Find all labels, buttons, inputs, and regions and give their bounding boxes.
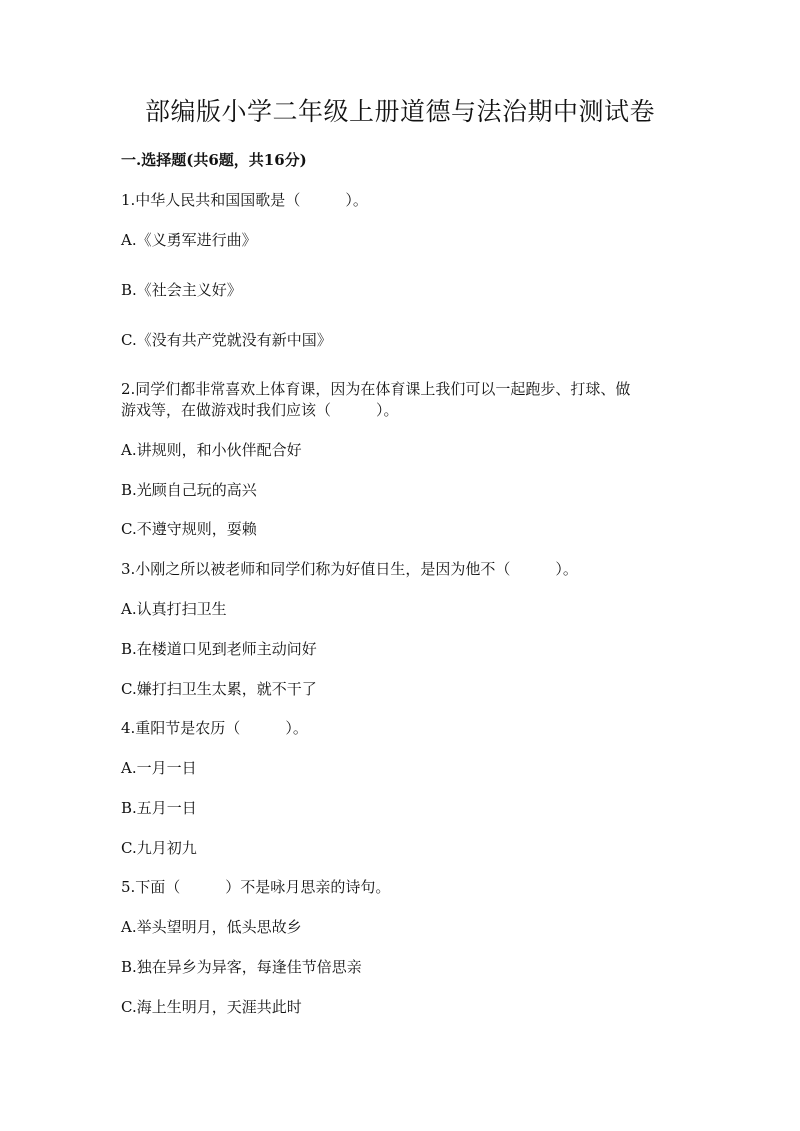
question-5-option-c: C.海上生明月，天涯共此时 — [121, 998, 302, 1016]
question-4-option-a: A.一月一日 — [121, 759, 197, 777]
question-4-option-c: C.九月初九 — [121, 839, 197, 857]
question-1-option-a: A.《义勇军进行曲》 — [121, 231, 257, 249]
question-1-stem: 1.中华人民共和国国歌是（ ）。 — [121, 191, 368, 209]
question-5-option-b: B.独在异乡为异客，每逢佳节倍思亲 — [121, 958, 362, 976]
question-4-stem: 4.重阳节是农历（ ）。 — [121, 719, 308, 737]
question-1-option-c: C.《没有共产党就没有新中国》 — [121, 331, 332, 349]
page-title: 部编版小学二年级上册道德与法治期中测试卷 — [144, 97, 655, 126]
question-2-option-a: A.讲规则，和小伙伴配合好 — [121, 441, 302, 459]
question-2-option-c: C.不遵守规则，耍赖 — [121, 520, 257, 538]
question-3-stem: 3.小刚之所以被老师和同学们称为好值日生，是因为他不（ ）。 — [121, 560, 578, 578]
question-4-option-b: B.五月一日 — [121, 799, 197, 817]
question-2-stem-line-1: 2.同学们都非常喜欢上体育课，因为在体育课上我们可以一起跑步、打球、做 — [121, 380, 631, 398]
question-1-option-b: B.《社会主义好》 — [121, 281, 242, 299]
question-3-option-c: C.嫌打扫卫生太累，就不干了 — [121, 680, 317, 698]
question-5-option-a: A.举头望明月，低头思故乡 — [121, 918, 302, 936]
section-heading: 一.选择题(共6题，共16分) — [121, 151, 307, 169]
question-5-stem: 5.下面（ ）不是咏月思亲的诗句。 — [121, 878, 391, 896]
question-2-option-b: B.光顾自己玩的高兴 — [121, 481, 257, 499]
question-3-option-a: A.认真打扫卫生 — [121, 600, 227, 618]
question-3-option-b: B.在楼道口见到老师主动问好 — [121, 640, 317, 658]
question-2-stem-line-2: 游戏等，在做游戏时我们应该（ ）。 — [121, 401, 399, 419]
